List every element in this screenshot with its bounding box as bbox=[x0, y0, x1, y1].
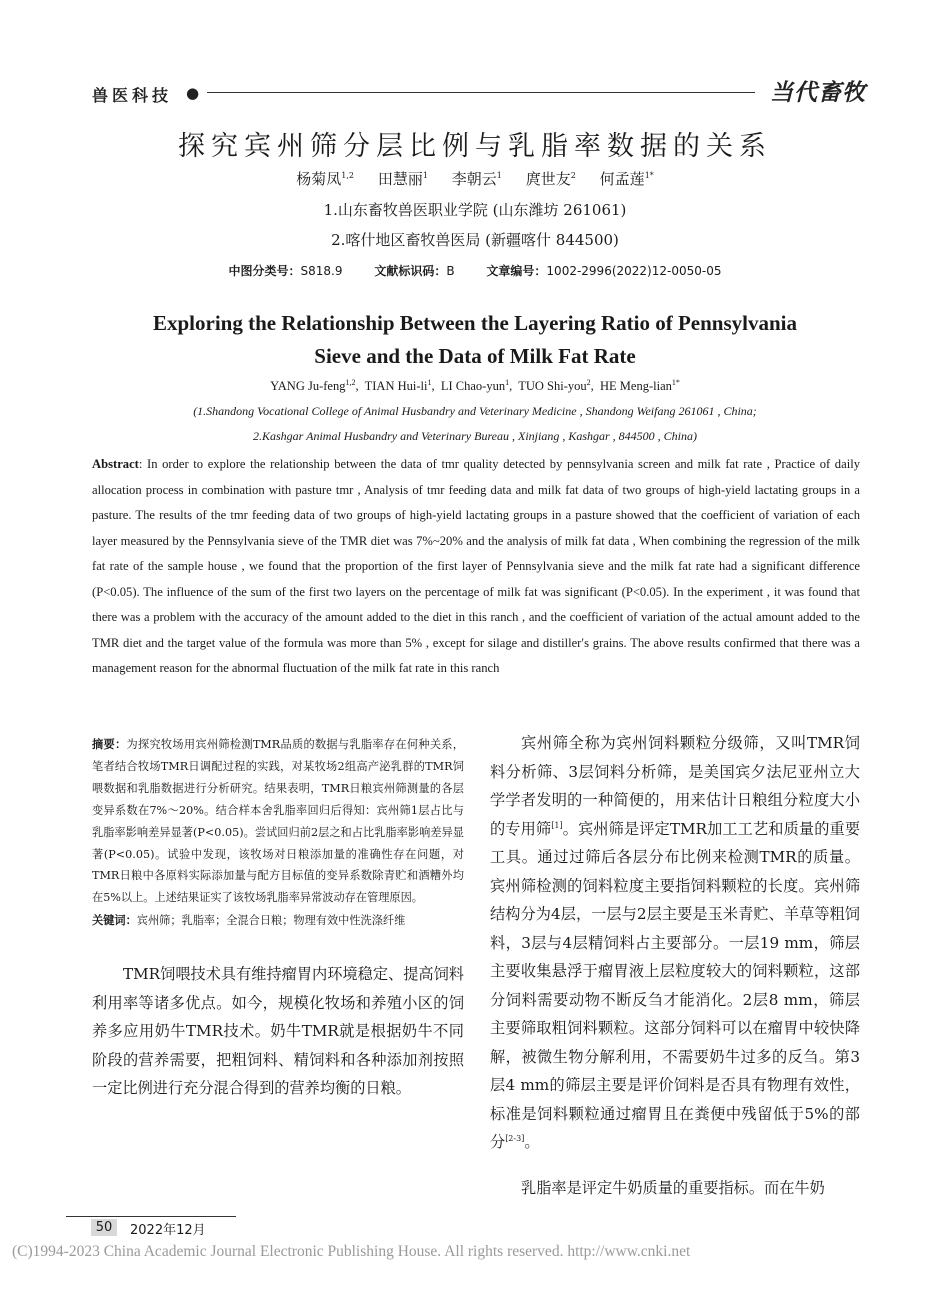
journal-section-label: 兽医科技 bbox=[92, 86, 173, 105]
author-name: TIAN Hui-li bbox=[364, 379, 428, 393]
author-sup: 1 bbox=[427, 377, 432, 387]
doc-code-label: 文献标识码： bbox=[374, 264, 447, 278]
english-title-line-2: Sieve and the Data of Milk Fat Rate bbox=[314, 344, 636, 368]
clc-value: S818.9 bbox=[300, 264, 343, 278]
english-abstract bbox=[92, 452, 860, 682]
english-affiliation-1: (1.Shandong Vocational College of Animal Husbandry and Veterinary Medicine , Shandong Weifang 261061 , China; bbox=[193, 404, 757, 418]
author-name: LI Chao-yun bbox=[440, 379, 506, 393]
clc-label: 中图分类号： bbox=[228, 264, 301, 278]
header-bullet-icon: ● bbox=[186, 84, 200, 102]
citation-ref: [2-3] bbox=[505, 1133, 525, 1143]
author-sup: 1 bbox=[422, 171, 428, 180]
paragraph-text: 。 bbox=[524, 1133, 540, 1151]
english-abstract-text: : In order to explore the relationship between the data of tmr quality detected by pennsylvania screen and milk fat rate , Practice of daily allocation process in combination with pasture tmr , Analysis of tmr feeding data and milk fat data of two groups of high-yield lactating groups in a pasture. The results of the tmr feeding data of two groups of high-yield lactating groups in a pasture showed that the coefficient of variation of each layer measured by the Pennsylvania sieve of the TMR diet was 7%~20% and the analysis of milk fat data , When combining the regression of the milk fat rate of the sample house , we found that the proportion of the first layer of Pennsylvania sieve and the milk fat rate had a significant difference (P<0.05). The influence of the sum of the first two layers on the percentage of milk fat was significant (P<0.05). In the experiment , it was found that there was a problem with the accuracy of the amount added to the diet in this ranch , and the coefficient of variation of the actual amount added to the TMR diet and the target value of the formula was more than 5% , except for silage and distiller′s grains. The above results confirmed that there was a management reason for the abnormal fluctuation of the milk fat rate in this ranch bbox=[92, 457, 860, 675]
english-abstract-label: Abstract bbox=[92, 457, 139, 471]
issue-date: 2022年12月 bbox=[130, 1223, 206, 1238]
author-sup: 2 bbox=[570, 171, 576, 180]
chinese-authors bbox=[0, 168, 950, 189]
author-name: TUO Shi-you bbox=[518, 379, 587, 393]
author-name: HE Meng-lian bbox=[600, 379, 672, 393]
chinese-abstract-text: 为探究牧场用宾州筛检测TMR品质的数据与乳脂率存在何种关系，笔者结合牧场TMR日调配过程的实践，对某牧场2组高产泌乳群的TMR饲喂数据和乳脂数据进行分析研究。结果表明，TMR日粮宾州筛测量的各层变异系数在7%～20%。结合样本舍乳脂率回归后得知：宾州筛1层占比与乳脂率影响差异显著(P<0.05)。尝试回归前2层之和占比乳脂率影响差异显著(P<0.05)。试验中发现，该牧场对日粮添加量的准确性存在问题，对TMR日粮中各原料实际添加量与配方目标值的变异系数除青贮和酒糟外均在5%以上。上述结果证实了该牧场乳脂率异常波动存在管理原因。 bbox=[92, 738, 464, 905]
chinese-affiliation-2: 2.喀什地区畜牧兽医局 (新疆喀什 844500) bbox=[331, 231, 619, 249]
paragraph-text: 。宾州筛是评定TMR加工工艺和质量的重要工具。通过过筛后各层分布比例来检测TMR的质量。宾州筛检测的饲料粒度主要指饲料颗粒的长度。宾州筛结构分为4层，一层与2层主要是玉米青贮、羊草等粗饲料，3层与4层精饲料占主要部分。一层19 mm，筛层主要收集悬浮于瘤胃液上层粒度较大的饲料颗粒，这部分饲料需要动物不断反刍才能消化。2层8 mm，筛层主要筛取粗饲料颗粒。这部分饲料可以在瘤胃中较快降解，被微生物分解利用，不需要奶牛过多的反刍。第3层4 mm的筛层主要是评价饲料是否具有物理有效性，标准是饲料颗粒通过瘤胃且在粪便中残留低于5%的部分 bbox=[490, 819, 861, 1151]
author-sup: 1,2 bbox=[341, 171, 354, 180]
chinese-abstract-label: 摘要： bbox=[92, 738, 127, 751]
keywords-text: 宾州筛；乳脂率；全混合日粮；物理有效中性洗涤纤维 bbox=[136, 914, 406, 928]
author-sup: 1 bbox=[496, 171, 502, 180]
author-sup: 1* bbox=[644, 171, 654, 180]
right-body-paragraph-2: 乳脂率是评定牛奶质量的重要指标。而在牛奶 bbox=[521, 1179, 825, 1197]
author-sup: 1* bbox=[671, 377, 680, 387]
article-metadata bbox=[0, 262, 950, 279]
paragraph-text: 宾州筛全称为宾州饲料颗粒分级筛，又叫TMR饲料分析筛、3层饲料分析筛，是美国宾夕法尼亚州立大学学者发明的一种简便的，用来估计日粮组分粒度大小的专用筛 bbox=[490, 734, 860, 838]
author-sup: 1 bbox=[505, 377, 510, 387]
author-name: 庹世友 bbox=[525, 170, 571, 188]
page-number: 50 bbox=[91, 1219, 117, 1236]
author-name: 李朝云 bbox=[451, 170, 497, 188]
chinese-abstract bbox=[92, 734, 464, 1103]
chinese-keywords bbox=[92, 910, 464, 932]
author-sup: 1,2 bbox=[345, 377, 356, 387]
footer-rule bbox=[66, 1216, 236, 1217]
doc-code-value: B bbox=[446, 264, 455, 278]
author-sup: 2 bbox=[586, 377, 591, 387]
chinese-affiliation-1: 1.山东畜牧兽医职业学院 (山东潍坊 261061) bbox=[323, 201, 627, 219]
journal-brand-logo: 当代畜牧 bbox=[770, 79, 866, 106]
author-name: 田慧丽 bbox=[377, 170, 423, 188]
author-name: YANG Ju-feng bbox=[270, 379, 346, 393]
english-authors: YANG Ju-feng$^{1,2}$, TIAN Hui-$li^1$, LI Chao-yun$^1$, TUO Shi-you$^2$, HE Meng-lian$^{1*}$ bbox=[270, 377, 680, 393]
header-rule bbox=[207, 92, 755, 93]
left-body-paragraph: TMR饲喂技术具有维持瘤胃内环境稳定、提高饲料利用率等诸多优点。如今，规模化牧场和养殖小区的饲养多应用奶牛TMR技术。奶牛TMR就是根据奶牛不同阶段的营养需要，把粗饲料、精饲料和各种添加剂按照一定比例进行充分混合得到的营养均衡的日粮。 bbox=[92, 965, 464, 1098]
article-number-value: 1002-2996(2022)12-0050-05 bbox=[546, 264, 722, 278]
copyright-notice: (C)1994-2023 China Academic Journal Electronic Publishing House. All rights reserved. http://www.cnki.net bbox=[12, 1243, 691, 1260]
author-name: 杨菊凤 bbox=[296, 170, 342, 188]
citation-ref: [1] bbox=[551, 820, 563, 830]
chinese-title: 探究宾州筛分层比例与乳脂率数据的关系 bbox=[178, 131, 772, 162]
author-name: 何孟莲 bbox=[599, 170, 645, 188]
keywords-label: 关键词： bbox=[92, 914, 137, 928]
english-title-line-1: Exploring the Relationship Between the Layering Ratio of Pennsylvania bbox=[152, 311, 798, 335]
english-affiliation-2: 2.Kashgar Animal Husbandry and Veterinary Bureau , Xinjiang , Kashgar , 844500 , China) bbox=[253, 429, 697, 443]
article-number-label: 文章编号： bbox=[486, 264, 547, 278]
right-body-paragraph-1 bbox=[490, 729, 860, 1157]
